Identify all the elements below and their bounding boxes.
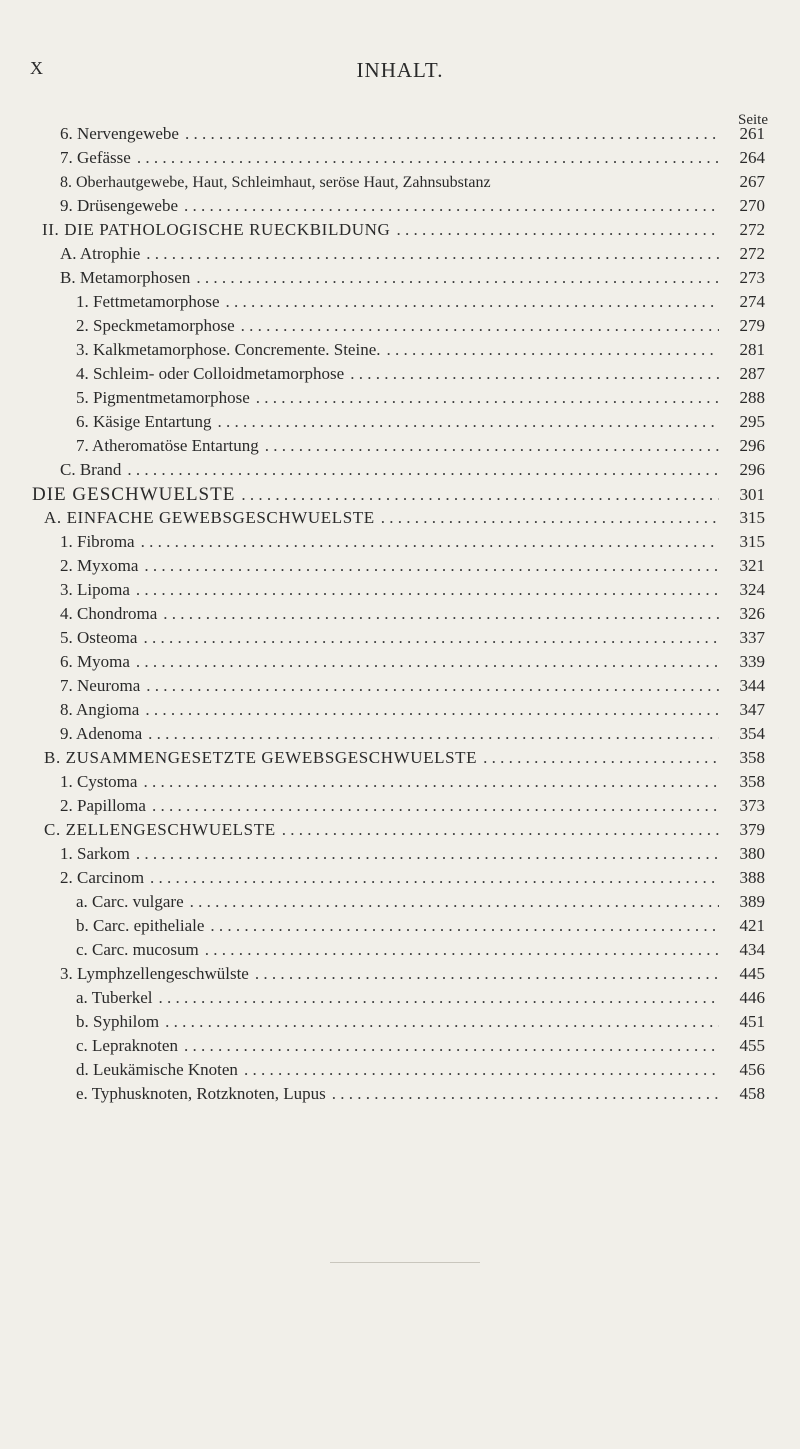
toc-entry [60,532,765,556]
dot-leader [136,844,719,864]
dot-leader [127,460,719,480]
toc-entry-page: 296 [739,460,765,479]
dot-leader [184,1036,719,1056]
toc-entry [76,1036,765,1060]
dot-leader [146,244,719,264]
dot-leader [255,964,719,984]
toc-entry-label: 8. Oberhautgewebe, Haut, Schleimhaut, seröse Haut, Zahnsubstanz [60,174,491,191]
toc-entry-page: 458 [739,1084,765,1103]
toc-entry-label: 7. Gefässe [60,148,131,167]
toc-entry-page: 344 [739,676,765,695]
toc-entry [60,460,765,484]
toc-entry-page: 389 [739,892,765,911]
toc-entry-page: 301 [739,485,765,504]
toc-entry-page: 287 [739,364,765,383]
toc-entry-page: 451 [739,1012,765,1031]
toc-entry-label: 7. Neuroma [60,676,141,695]
toc-entry-label: C. ZELLENGESCHWUELSTE [44,820,276,839]
toc-entry-label: 4. Schleim- oder Colloidmetamorphose [76,364,345,383]
toc-entry-page: 264 [739,148,765,167]
dot-leader [159,988,720,1008]
toc-section-heading [44,748,765,772]
toc-entry-page: 358 [739,748,765,767]
dot-leader [241,485,719,505]
toc-entry-page: 339 [739,652,765,671]
toc-entry [76,412,765,436]
toc-entry-label: B. Metamorphosen [60,268,191,287]
dot-leader [256,388,719,408]
toc-entry-label: 1. Fibroma [60,532,135,551]
dot-leader [244,1060,719,1080]
toc-entry-label: 7. Atheromatöse Entartung [76,436,259,455]
toc-entry-page: 261 [739,124,765,143]
toc-entry-page: 337 [739,628,765,647]
toc-entry-page: 288 [739,388,765,407]
toc-entry-label: 8. Angioma [60,700,140,719]
toc-entry-label: e. Typhusknoten, Rotzknoten, Lupus [76,1084,326,1103]
toc-entry-page: 321 [739,556,765,575]
toc-entry-page: 347 [739,700,765,719]
toc-entry [76,364,765,388]
dot-leader [210,916,719,936]
toc-part-heading [32,484,765,508]
toc-entry [60,868,765,892]
toc-entry-label: A. EINFACHE GEWEBSGESCHWUELSTE [44,508,375,527]
toc-entry-label: 2. Speckmetamorphose [76,316,235,335]
dot-leader [350,364,719,384]
toc-entry-page: 324 [739,580,765,599]
toc-entry-label: b. Carc. epitheliale [76,916,205,935]
dot-leader [241,316,719,336]
dot-leader [152,796,719,816]
dot-leader [143,772,719,792]
toc-entry-label: A. Atrophie [60,244,141,263]
toc-entry [76,916,765,940]
toc-entry-label: 3. Lipoma [60,580,130,599]
toc-entry-page: 379 [739,820,765,839]
toc-entry-label: a. Carc. vulgare [76,892,184,911]
toc-entry-label: d. Leukämische Knoten [76,1060,238,1079]
toc-entry-page: 270 [739,196,765,215]
toc-entry-page: 388 [739,868,765,887]
toc-entry-label: 5. Osteoma [60,628,138,647]
dot-leader [190,892,719,912]
toc-entry-label: 1. Sarkom [60,844,130,863]
dot-leader [165,1012,719,1032]
toc-entry [76,940,765,964]
toc-entry-label: c. Carc. mucosum [76,940,199,959]
toc-entry [60,676,765,700]
toc-entry-page: 279 [739,316,765,335]
toc-entry [60,244,765,268]
toc-entry-label: 2. Myxoma [60,556,139,575]
toc-entry [76,892,765,916]
toc-entry-label: 2. Carcinom [60,868,145,887]
toc-entry-label: II. DIE PATHOLOGISCHE RUECKBILDUNG [42,220,391,239]
toc-entry-page: 446 [739,988,765,1007]
toc-entry-page: 421 [739,916,765,935]
toc-entry-label: 6. Käsige Entartung [76,412,212,431]
toc-section-heading [44,820,765,844]
dot-leader [387,340,720,360]
toc-entry-page: 373 [739,796,765,815]
toc-entry-page: 326 [739,604,765,623]
toc-entry-label: a. Tuberkel [76,988,153,1007]
toc-entry [60,268,765,292]
toc-entry [60,172,765,196]
toc-entry-label: 4. Chondroma [60,604,158,623]
dot-leader [146,676,719,696]
toc-entry-page: 455 [739,1036,765,1055]
toc-entry-page: 354 [739,724,765,743]
dot-leader [163,604,719,624]
toc-entry [60,796,765,820]
page-number: X [30,58,43,78]
dot-leader [143,628,719,648]
toc-entry-label: 6. Myoma [60,652,130,671]
toc-entry-label: 3. Kalkmetamorphose. Concremente. Steine. [76,340,381,359]
toc-entry [60,652,765,676]
dot-leader [184,196,719,216]
toc-entry-label: 5. Pigmentmetamorphose [76,388,250,407]
toc-entry [76,1060,765,1084]
toc-entry-page: 380 [739,844,765,863]
toc-entry [76,388,765,412]
toc-entry-page: 456 [739,1060,765,1079]
dot-leader [137,148,719,168]
dot-leader [282,820,719,840]
toc-entry [60,700,765,724]
page-column-label: Seite [738,112,768,128]
toc-entry-page: 434 [739,940,765,959]
dot-leader [483,748,719,768]
toc-entry [60,556,765,580]
toc-entry-page: 296 [739,436,765,455]
toc-entry-page: 272 [739,244,765,263]
dot-leader [148,724,719,744]
dot-leader [145,700,719,720]
toc-entry [76,988,765,1012]
dot-leader [332,1084,719,1104]
dot-leader [265,436,719,456]
dot-leader [136,580,719,600]
dot-leader [144,556,719,576]
dot-leader [218,412,720,432]
toc-entry [60,196,765,220]
toc-entry-label: 2. Papilloma [60,796,146,815]
toc-entry-label: C. Brand [60,460,122,479]
toc-entry [60,604,765,628]
toc-entry [76,316,765,340]
toc-entry [60,772,765,796]
dot-leader [226,292,719,312]
toc-entry [60,580,765,604]
toc-entry-page: 274 [739,292,765,311]
toc-entry-page: 445 [739,964,765,983]
toc-entry-page: 315 [739,508,765,527]
toc-entry [60,628,765,652]
footer-rule [330,1262,480,1263]
toc-entry-page: 267 [739,172,765,191]
toc-entry-page: 295 [739,412,765,431]
dot-leader [185,124,719,144]
toc-entry-label: B. ZUSAMMENGESETZTE GEWEBSGESCHWUELSTE [44,748,478,767]
toc-entry-page: 273 [739,268,765,287]
dot-leader [196,268,719,288]
toc-entry-page: 315 [739,532,765,551]
toc-entry-label: c. Lepraknoten [76,1036,178,1055]
toc-entry [76,1012,765,1036]
toc-entry [76,340,765,364]
toc-entry [60,844,765,868]
dot-leader [141,532,719,552]
toc-entry-label: 3. Lymphzellengeschwülste [60,964,249,983]
running-head-title: INHALT. [356,58,444,82]
toc-entry [60,124,765,148]
toc-entry-label: 1. Fettmetamorphose [76,292,220,311]
toc-entry-label: 9. Drüsengewebe [60,196,179,215]
toc-entry-label: 9. Adenoma [60,724,143,743]
toc-entry-page: 272 [739,220,765,239]
toc-entry-page: 358 [739,772,765,791]
dot-leader [381,508,719,528]
toc-entry [60,964,765,988]
toc-entry-label: b. Syphilom [76,1012,160,1031]
dot-leader [150,868,719,888]
toc-entry-label: 6. Nervengewebe [60,124,179,143]
dot-leader [205,940,719,960]
toc-entry [60,724,765,748]
toc-entry-label: 1. Cystoma [60,772,138,791]
dot-leader [396,220,719,240]
toc-section-heading [44,508,765,532]
dot-leader [136,652,719,672]
toc-entry [76,436,765,460]
toc-entry-page: 281 [739,340,765,359]
toc-section-heading [42,220,765,244]
toc-entry [76,1084,765,1108]
toc-entry-label: DIE GESCHWUELSTE [32,484,236,505]
toc-entry [76,292,765,316]
toc-entry [60,148,765,172]
